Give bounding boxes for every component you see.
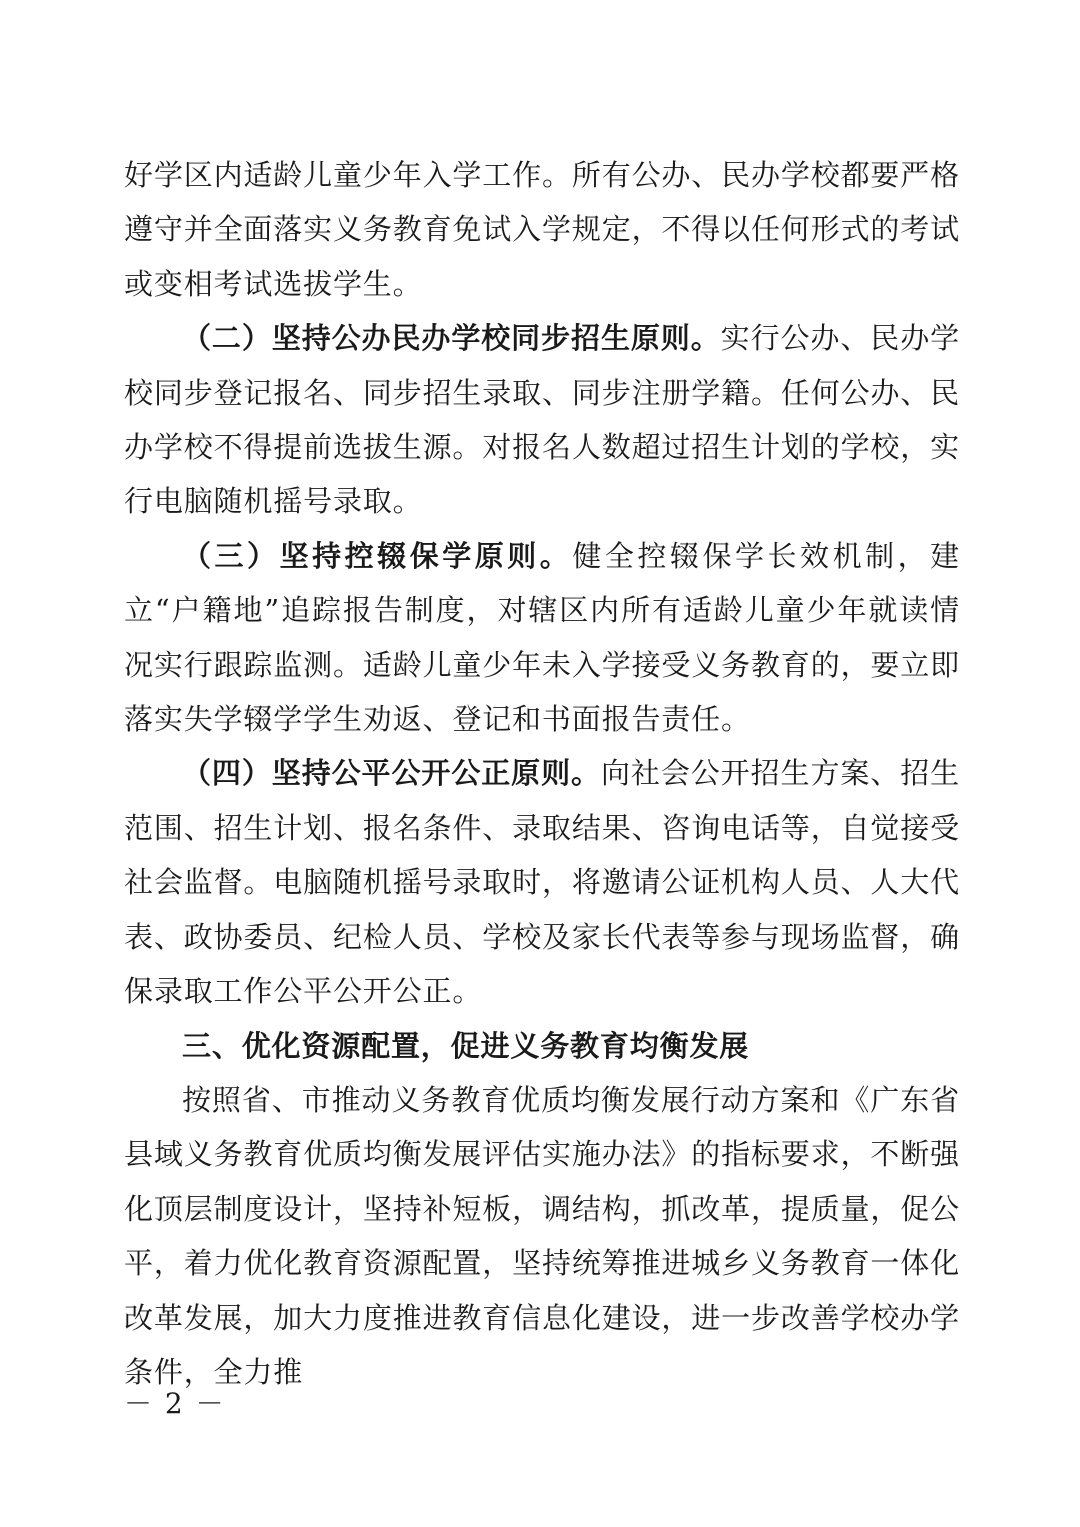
paragraph-text: 实行公办、民办学校同步登记报名、同步招生录取、同步注册学籍。任何公办、民办学校不得提前选拔生源。对报名人数超过招生计划的学校，实行电脑随机摇号录取。 <box>124 321 960 519</box>
paragraph-text: 按照省、市推动义务教育优质均衡发展行动方案和《广东省县域义务教育优质均衡发展评估实施办法》的指标要求，不断强化顶层制度设计，坚持补短板，调结构，抓改革，提质量，促公平，着力优化教育资源配置，坚持统筹推进城乡义务教育一体化改革发展，加大力度推进教育信息化建设，进一步改善学校办学条件，全力推 <box>124 1082 960 1389</box>
paragraph-principle-2 <box>124 311 960 529</box>
paragraph-principle-3 <box>124 529 960 747</box>
page-number: － 2 － <box>124 1387 226 1420</box>
paragraph-continuation <box>124 148 960 311</box>
section-paragraph <box>124 1073 960 1399</box>
paragraph-lead: （三）坚持控辍保学原则。 <box>182 538 573 573</box>
paragraph-text: 健全控辍保学长效机制，建立“户籍地”追踪报告制度，对辖区内所有适龄儿童少年就读情况实行跟踪监测。适龄儿童少年未入学接受义务教育的，要立即落实失学辍学学生劝返、登记和书面报告责任。 <box>124 538 961 737</box>
document-body <box>124 148 960 1399</box>
section-heading: 三、优化资源配置，促进义务教育均衡发展 <box>182 1028 750 1063</box>
paragraph-lead: （四）坚持公平公开公正原则。 <box>182 756 601 791</box>
paragraph-lead: （二）坚持公办民办学校同步招生原则。 <box>182 321 721 356</box>
paragraph-principle-4 <box>124 746 960 1018</box>
paragraph-text: 向社会公开招生方案、招生范围、招生计划、报名条件、录取结果、咨询电话等，自觉接受社会监督。电脑随机摇号录取时，将邀请公证机构人员、人大代表、政协委员、纪检人员、学校及家长代表等参与现场监督，确保录取工作公平公开公正。 <box>124 756 961 1009</box>
paragraph-text: 好学区内适龄儿童少年入学工作。所有公办、民办学校都要严格遵守并全面落实义务教育免试入学规定，不得以任何形式的考试或变相考试选拔学生。 <box>124 158 960 301</box>
